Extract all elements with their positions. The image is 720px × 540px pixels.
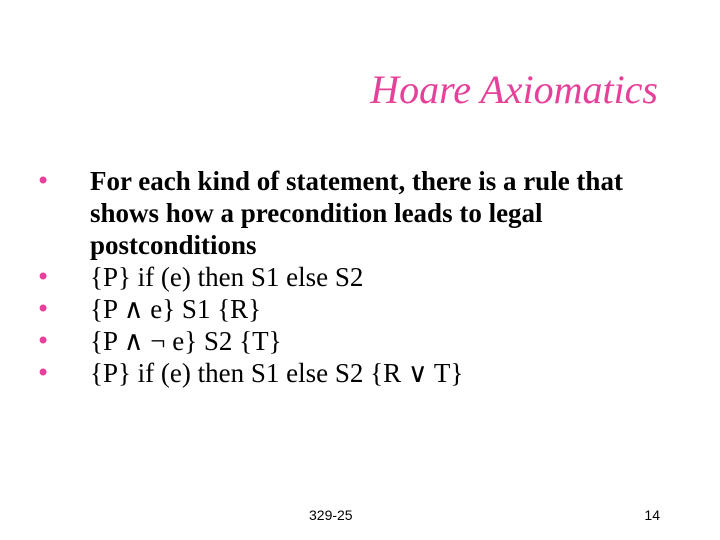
bullet-item (36, 325, 676, 357)
page-number: 14 (644, 507, 660, 523)
bullet-text: For each kind of statement, there is a rule that shows how a precondition leads to legal postconditions (90, 166, 623, 260)
bullet-text: {P ∧ e} S1 {R} (90, 294, 262, 324)
bullet-icon: • (36, 167, 51, 195)
bullet-item (36, 357, 676, 389)
bullet-text: {P ∧ ¬ e} S2 {T} (90, 326, 282, 356)
bullet-icon: • (36, 295, 51, 323)
bullet-item (36, 165, 676, 261)
bullet-item (36, 261, 676, 293)
slide-title: Hoare Axiomatics (370, 67, 658, 112)
bullet-item (36, 293, 676, 325)
footer-course-code: 329-25 (309, 507, 353, 523)
bullet-icon: • (36, 327, 51, 355)
bullet-icon: • (36, 263, 51, 291)
bullet-text: {P} if (e) then S1 else S2 {R ∨ T} (90, 358, 464, 388)
bullet-list (36, 165, 676, 389)
bullet-icon: • (36, 359, 51, 387)
bullet-text: {P} if (e) then S1 else S2 (90, 262, 364, 292)
